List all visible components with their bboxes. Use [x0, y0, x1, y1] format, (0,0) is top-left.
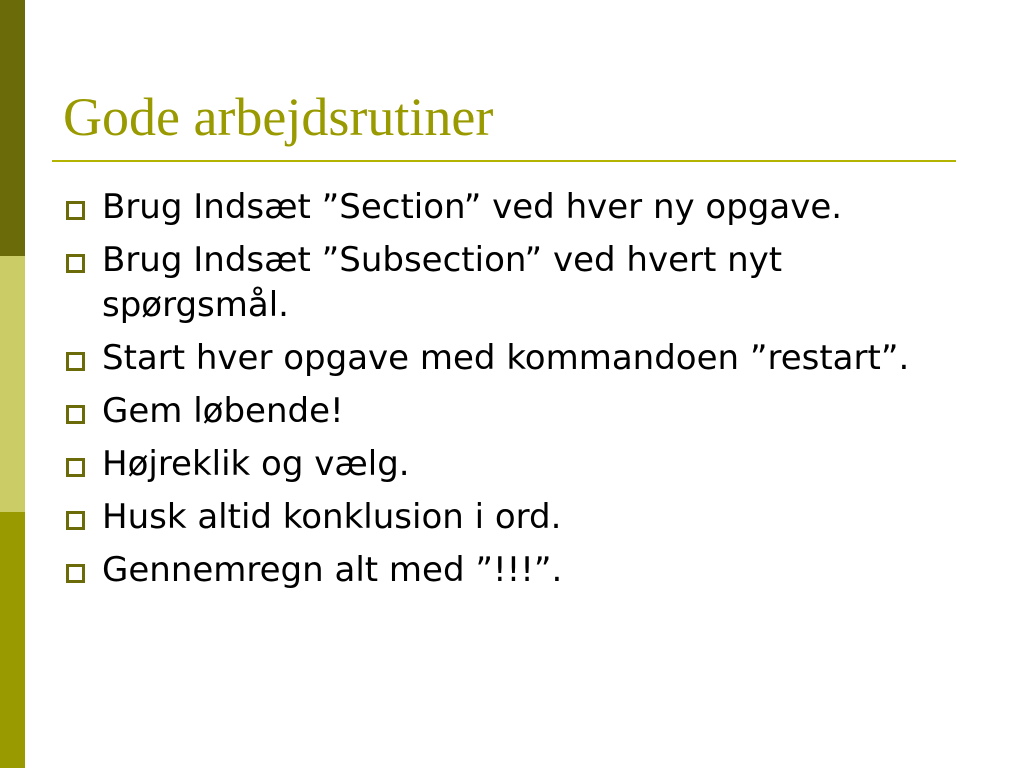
bullet-text: Gem løbende! — [102, 391, 344, 431]
sidebar-accent-middle — [0, 256, 25, 512]
square-bullet-icon — [66, 352, 85, 371]
list-item — [64, 389, 944, 434]
list-item — [64, 336, 944, 381]
bullet-text: Husk altid konklusion i ord. — [102, 497, 562, 537]
square-bullet-icon — [66, 405, 85, 424]
bullet-text: Start hver opgave med kommandoen ”restart”. — [102, 338, 910, 378]
bullet-list — [64, 185, 944, 601]
sidebar-accent-top — [0, 0, 25, 256]
list-item — [64, 495, 944, 540]
list-item — [64, 185, 944, 230]
title-divider — [52, 160, 956, 162]
square-bullet-icon — [66, 201, 85, 220]
list-item — [64, 548, 944, 593]
slide-title: Gode arbejdsrutiner — [63, 87, 494, 147]
bullet-text: Brug Indsæt ”Section” ved hver ny opgave. — [102, 187, 843, 227]
bullet-text: Brug Indsæt ”Subsection” ved hvert nyt spørgsmål. — [102, 240, 783, 325]
bullet-text: Gennemregn alt med ”!!!”. — [102, 550, 563, 590]
bullet-text: Højreklik og vælg. — [102, 444, 410, 484]
square-bullet-icon — [66, 564, 85, 583]
square-bullet-icon — [66, 254, 85, 273]
square-bullet-icon — [66, 458, 85, 477]
list-item — [64, 238, 944, 328]
square-bullet-icon — [66, 511, 85, 530]
sidebar-accent-bottom — [0, 512, 25, 768]
list-item — [64, 442, 944, 487]
